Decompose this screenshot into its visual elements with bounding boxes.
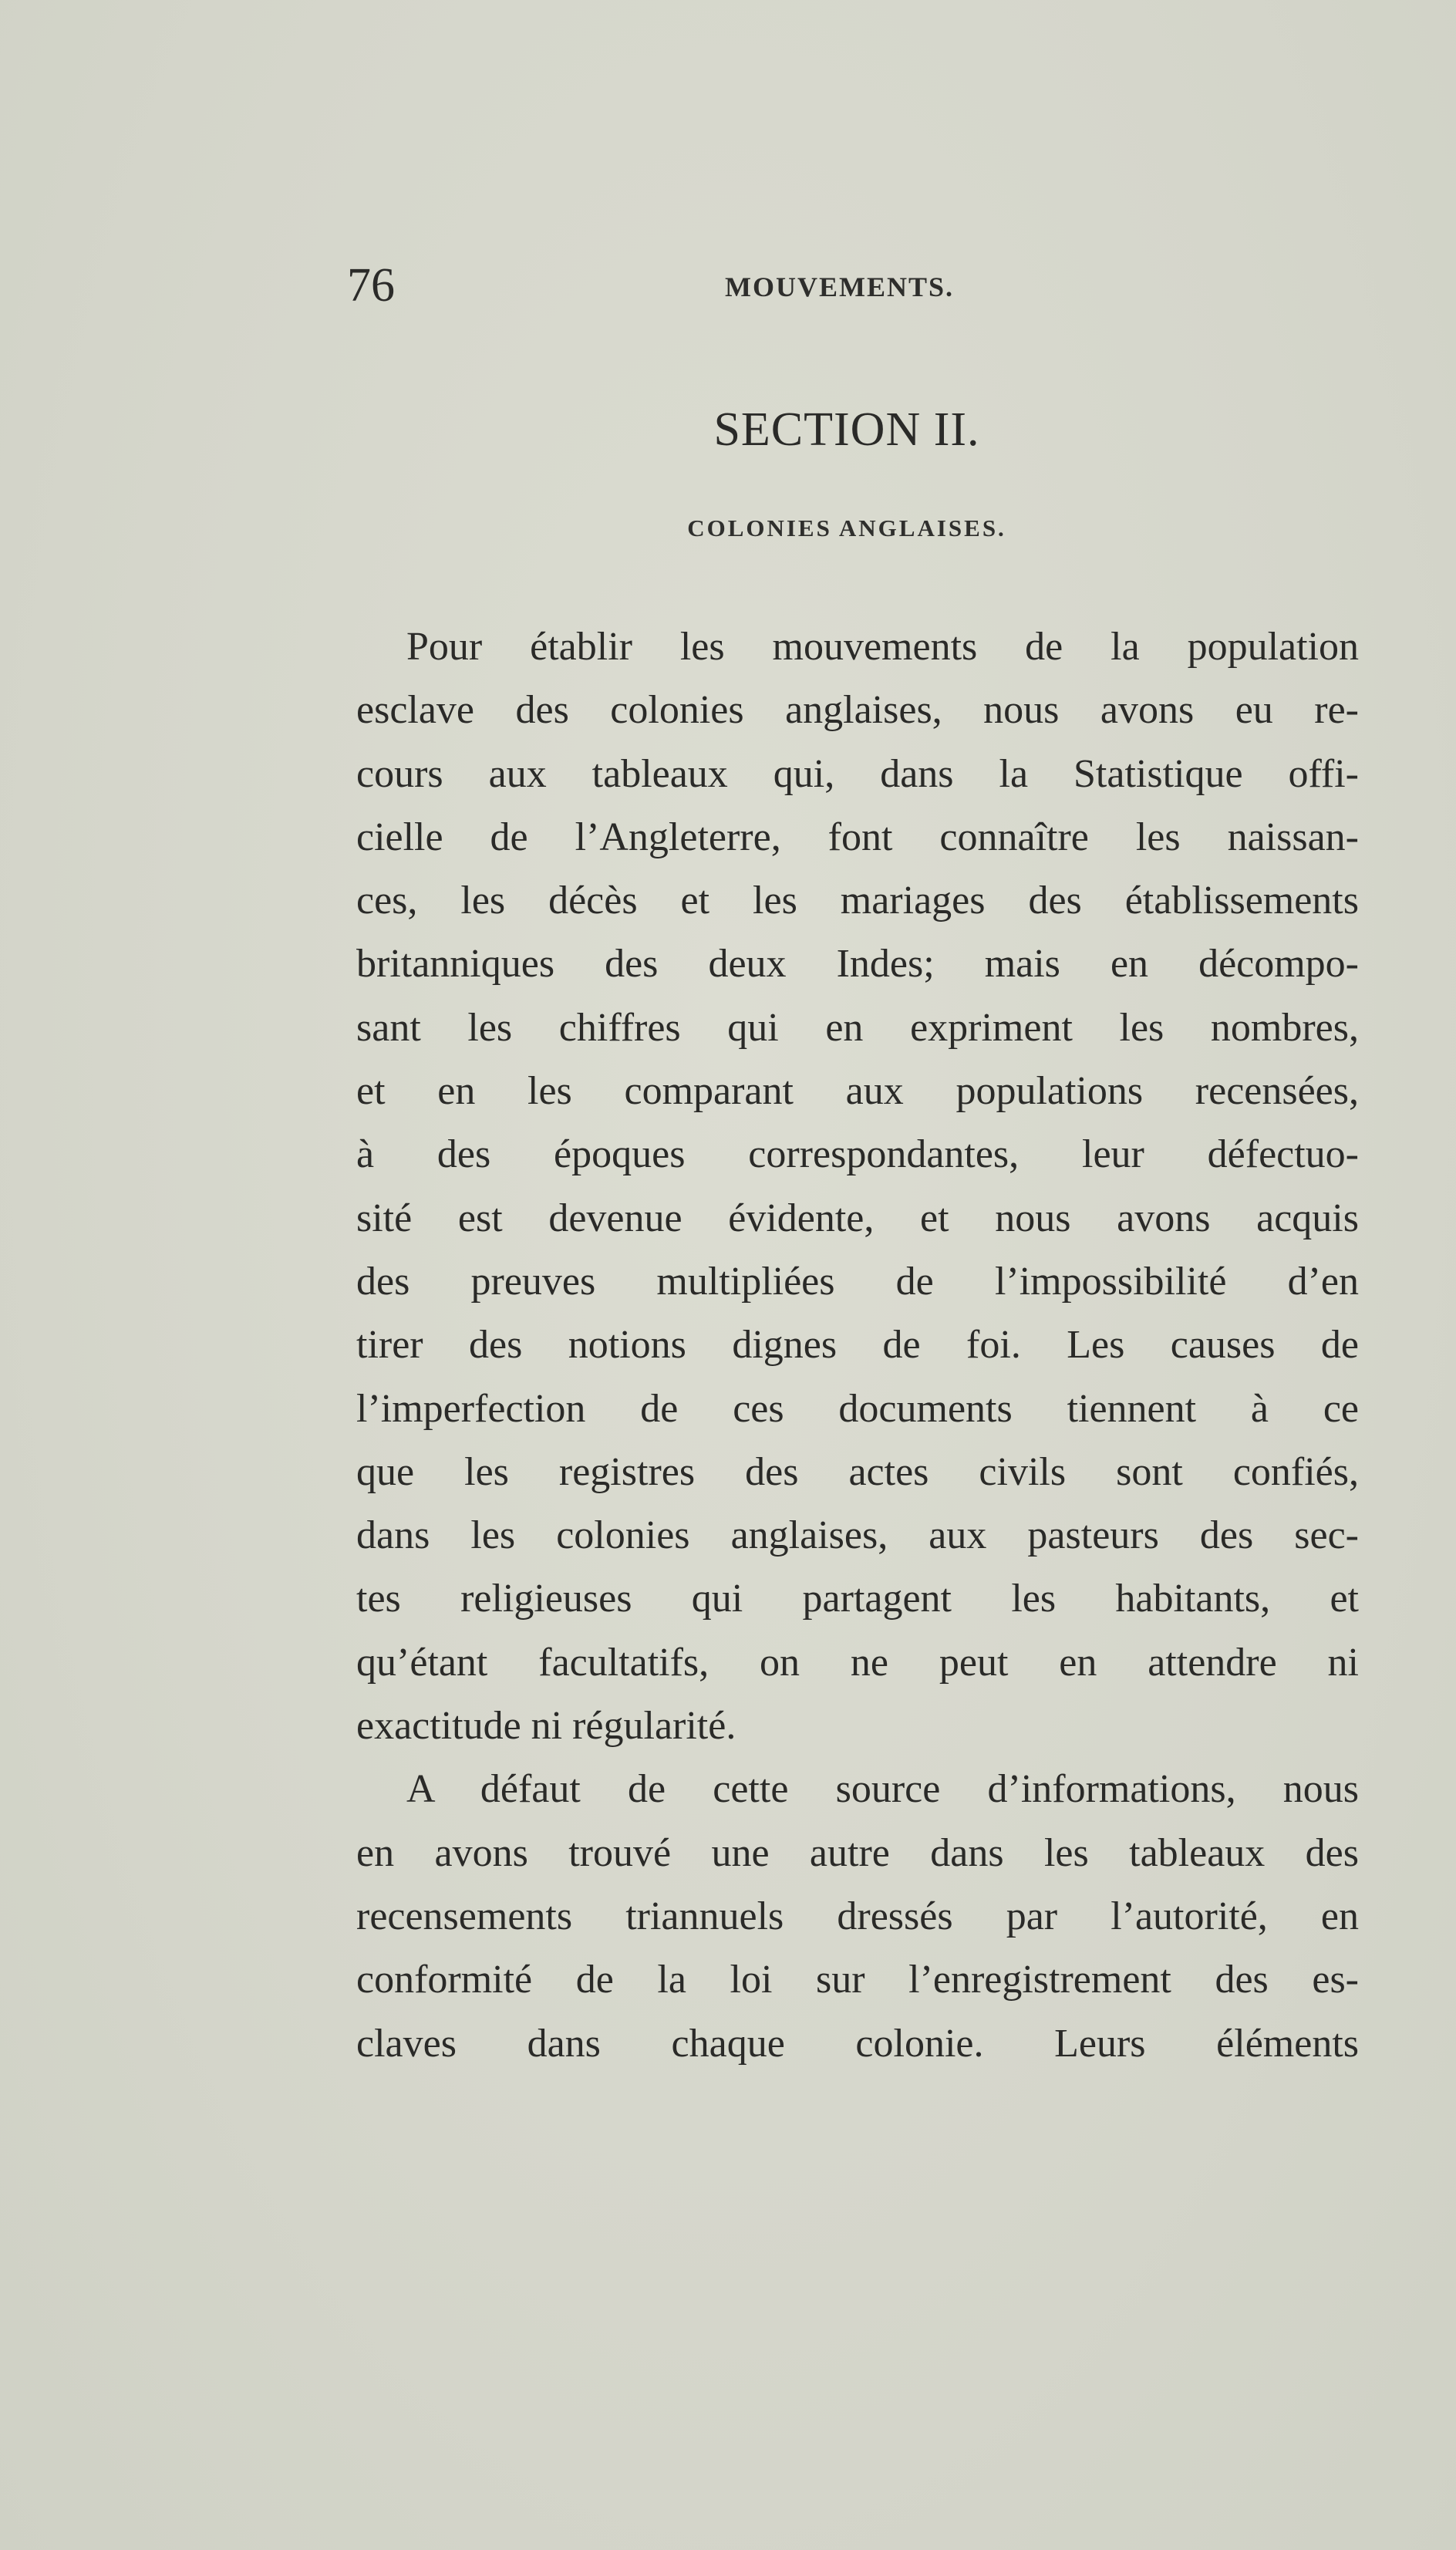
text-line: qu’étant facultatifs, on ne peut en attendre ni — [356, 1640, 1359, 1685]
text-line: cielle de l’Angleterre, font connaître les naissan- — [356, 815, 1359, 859]
text-line: claves dans chaque colonie. Leurs éléments — [356, 2021, 1359, 2066]
running-title: MOUVEMENTS. — [725, 272, 955, 302]
text-line: à des époques correspondantes, leur défectuo- — [356, 1132, 1359, 1177]
text-line: des preuves multipliées de l’impossibilité d’en — [356, 1259, 1359, 1304]
text-line: l’imperfection de ces documents tiennent à ce — [356, 1386, 1359, 1431]
text-line: ces, les décès et les mariages des établissements — [356, 879, 1359, 923]
text-line: recensements triannuels dressés par l’autorité, en — [356, 1894, 1359, 1938]
text-line: britanniques des deux Indes; mais en décompo- — [356, 942, 1359, 987]
text-line: tirer des notions dignes de foi. Les causes de — [356, 1323, 1359, 1368]
text-line: que les registres des actes civils sont confiés, — [356, 1449, 1359, 1494]
text-line: exactitude ni régularité. — [356, 1704, 736, 1749]
section-subtitle: COLONIES ANGLAISES. — [687, 514, 1006, 541]
text-line: tes religieuses qui partagent les habitants, et — [356, 1577, 1359, 1621]
body-text — [356, 616, 1359, 2076]
text-line: dans les colonies anglaises, aux pasteurs des sec- — [356, 1513, 1359, 1558]
text-line: Pour établir les mouvements de la population — [406, 625, 1359, 669]
section-heading: SECTION II. — [713, 403, 980, 456]
text-line: en avons trouvé une autre dans les tableaux des — [356, 1830, 1359, 1875]
text-line: sité est devenue évidente, et nous avons acquis — [356, 1196, 1359, 1240]
text-line: et en les comparant aux populations recensées, — [356, 1069, 1359, 1114]
page-number: 76 — [347, 259, 395, 312]
text-line: esclave des colonies anglaises, nous avons eu re- — [356, 688, 1359, 733]
running-head — [347, 255, 1350, 316]
text-line: conformité de la loi sur l’enregistrement des es- — [356, 1958, 1359, 2002]
text-line: cours aux tableaux qui, dans la Statistique offi- — [356, 751, 1359, 796]
text-line: sant les chiffres qui en expriment les nombres, — [356, 1005, 1359, 1050]
text-line: A défaut de cette source d’informations, nous — [406, 1767, 1359, 1812]
